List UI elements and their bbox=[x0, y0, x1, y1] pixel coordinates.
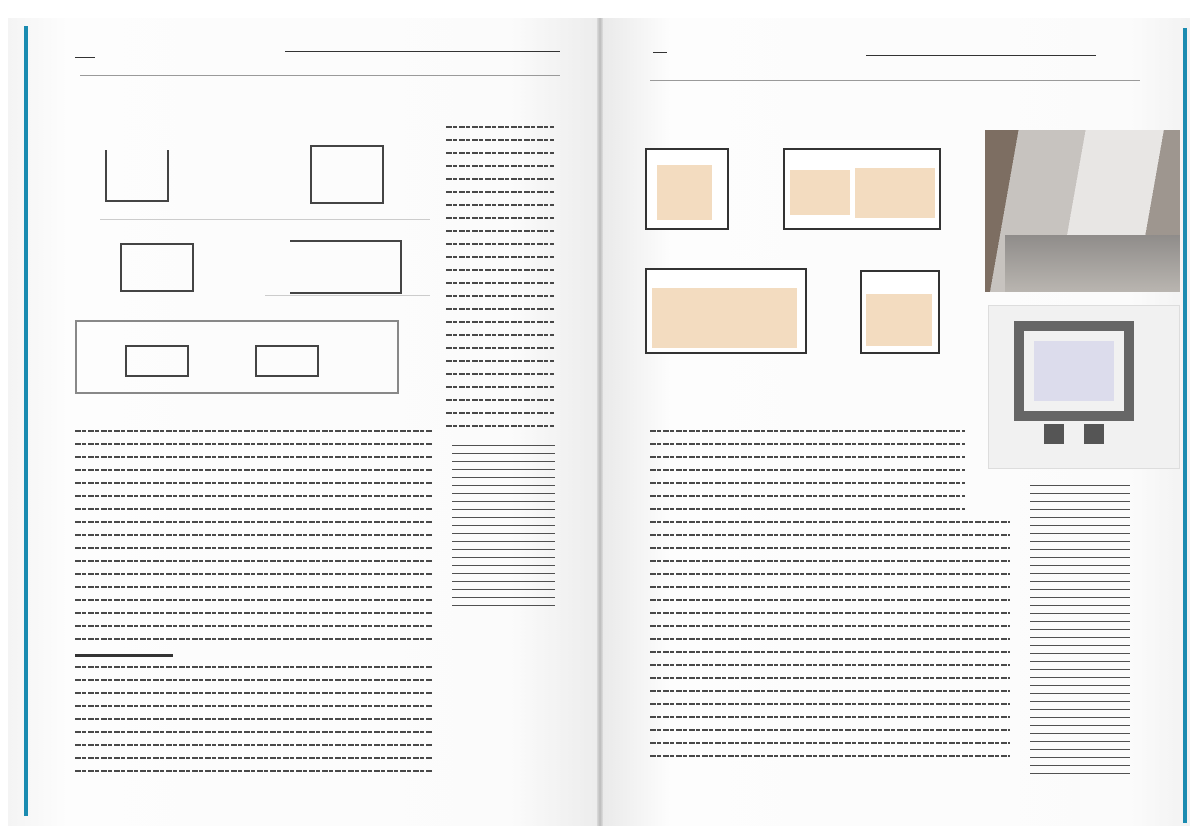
left-running-header bbox=[285, 51, 560, 52]
left-header-rule bbox=[80, 75, 560, 76]
left-folio bbox=[75, 57, 95, 58]
floor-plan-3 bbox=[645, 268, 807, 354]
right-body-paragraph-1 bbox=[650, 430, 965, 515]
right-page-edge bbox=[1183, 28, 1187, 823]
left-page-edge bbox=[24, 26, 28, 816]
floor-plan-1 bbox=[645, 148, 729, 230]
typographic-figure bbox=[75, 135, 435, 395]
interior-photo bbox=[985, 130, 1180, 292]
left-body-paragraph-3 bbox=[75, 666, 432, 780]
right-folio bbox=[653, 52, 667, 53]
right-header-rule bbox=[650, 80, 1140, 81]
left-body-paragraph-2 bbox=[75, 508, 432, 640]
left-body-paragraph-1 bbox=[75, 430, 432, 502]
left-caption-column bbox=[452, 445, 555, 610]
floor-plan-4 bbox=[860, 270, 940, 354]
section-heading bbox=[75, 654, 173, 657]
floor-plan-2 bbox=[783, 148, 941, 230]
right-running-header bbox=[866, 55, 1096, 56]
site-plan-figure bbox=[988, 305, 1180, 469]
right-caption-column bbox=[1030, 485, 1130, 780]
left-sidebar-text bbox=[446, 126, 554, 428]
right-body-paragraph-2 bbox=[650, 521, 1010, 765]
spine-fold bbox=[597, 18, 603, 826]
